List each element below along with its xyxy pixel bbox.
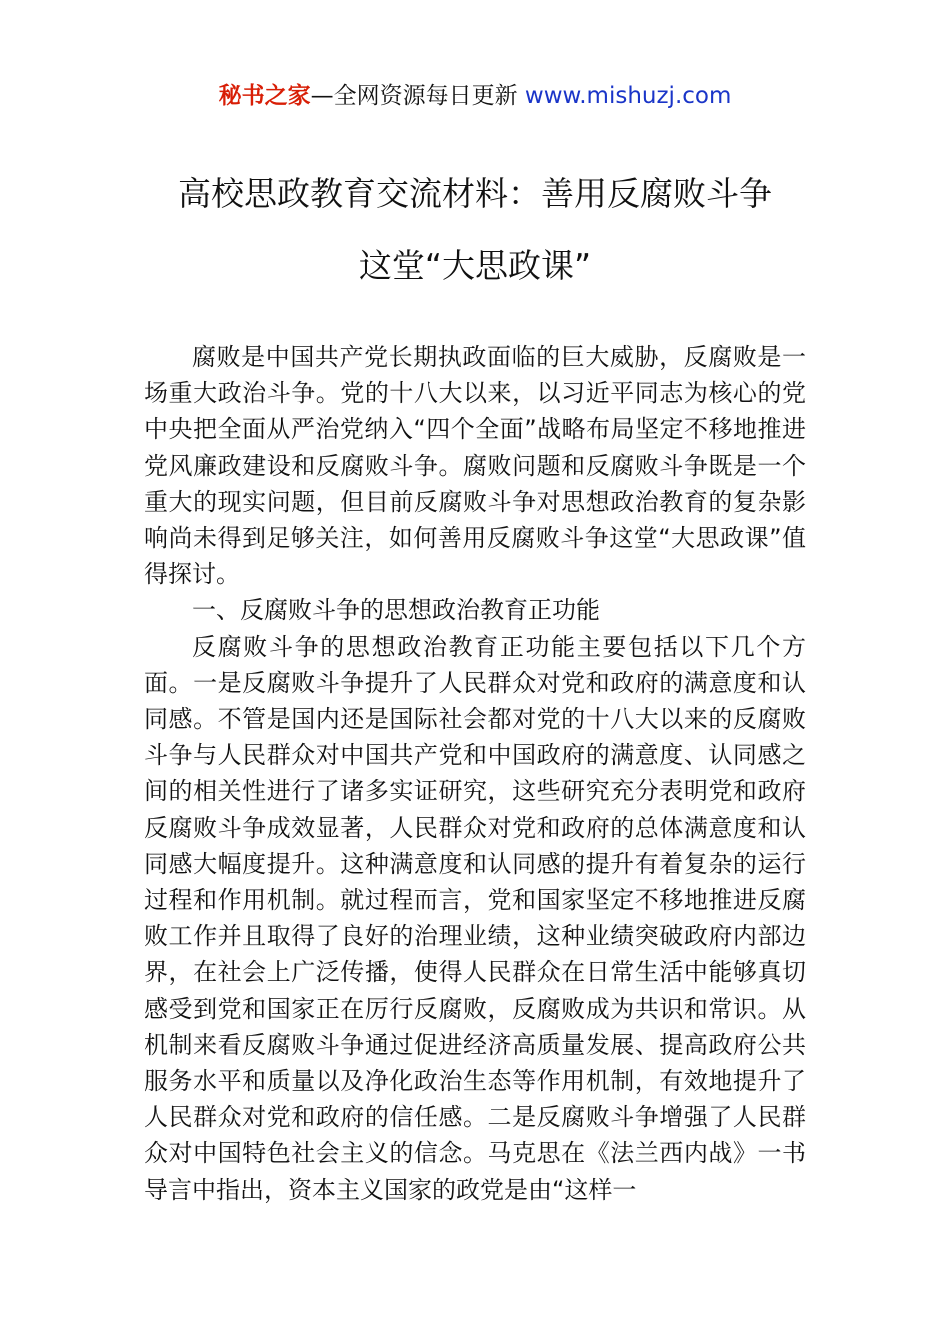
document-title <box>60 158 890 302</box>
title-line-2: 这堂“大思政课” <box>358 246 592 285</box>
title-line-1: 高校思政教育交流材料：善用反腐败斗争 <box>178 174 772 213</box>
site-header <box>0 80 950 112</box>
intro-paragraph: 腐败是中国共产党长期执政面临的巨大威胁，反腐败是一场重大政治斗争。党的十八大以来，以习近平同志为核心的党中央把全面从严治党纳入“四个全面”战略布局坚定不移地推进党风廉政建设和反腐败斗争。腐败问题和反腐败斗争既是一个重大的现实问题，但目前反腐败斗争对思想政治教育的复杂影响尚未得到足够关注，如何善用反腐败斗争这堂“大思政课”值得探讨。 <box>144 343 806 589</box>
body-paragraph: 反腐败斗争的思想政治教育正功能主要包括以下几个方面。一是反腐败斗争提升了人民群众对党和政府的满意度和认同感。不管是国内还是国际社会都对党的十八大以来的反腐败斗争与人民群众对中国共产党和中国政府的满意度、认同感之间的相关性进行了诸多实证研究，这些研究充分表明党和政府反腐败斗争成效显著，人民群众对党和政府的总体满意度和认同感大幅度提升。这种满意度和认同感的提升有着复杂的运行过程和作用机制。就过程而言，党和国家坚定不移地推进反腐败工作并且取得了良好的治理业绩，这种业绩突破政府内部边界，在社会上广泛传播，使得人民群众在日常生活中能够真切感受到党和国家正在厉行反腐败，反腐败成为共识和常识。从机制来看反腐败斗争通过促进经济高质量发展、提高政府公共服务水平和质量以及净化政治生态等作用机制，有效地提升了人民群众对党和政府的信任感。二是反腐败斗争增强了人民群众对中国特色社会主义的信念。马克思在《法兰西内战》一书导言中指出，资本主义国家的政党是由“这样一 <box>144 632 806 1204</box>
site-brand: 秘书之家 <box>218 83 311 109</box>
site-tagline: —全网资源每日更新 <box>310 83 525 109</box>
section-heading: 一、反腐败斗争的思想政治教育正功能 <box>192 596 600 625</box>
document-body <box>144 339 806 1208</box>
site-url-link[interactable]: www.mishuzj.com <box>524 83 732 109</box>
